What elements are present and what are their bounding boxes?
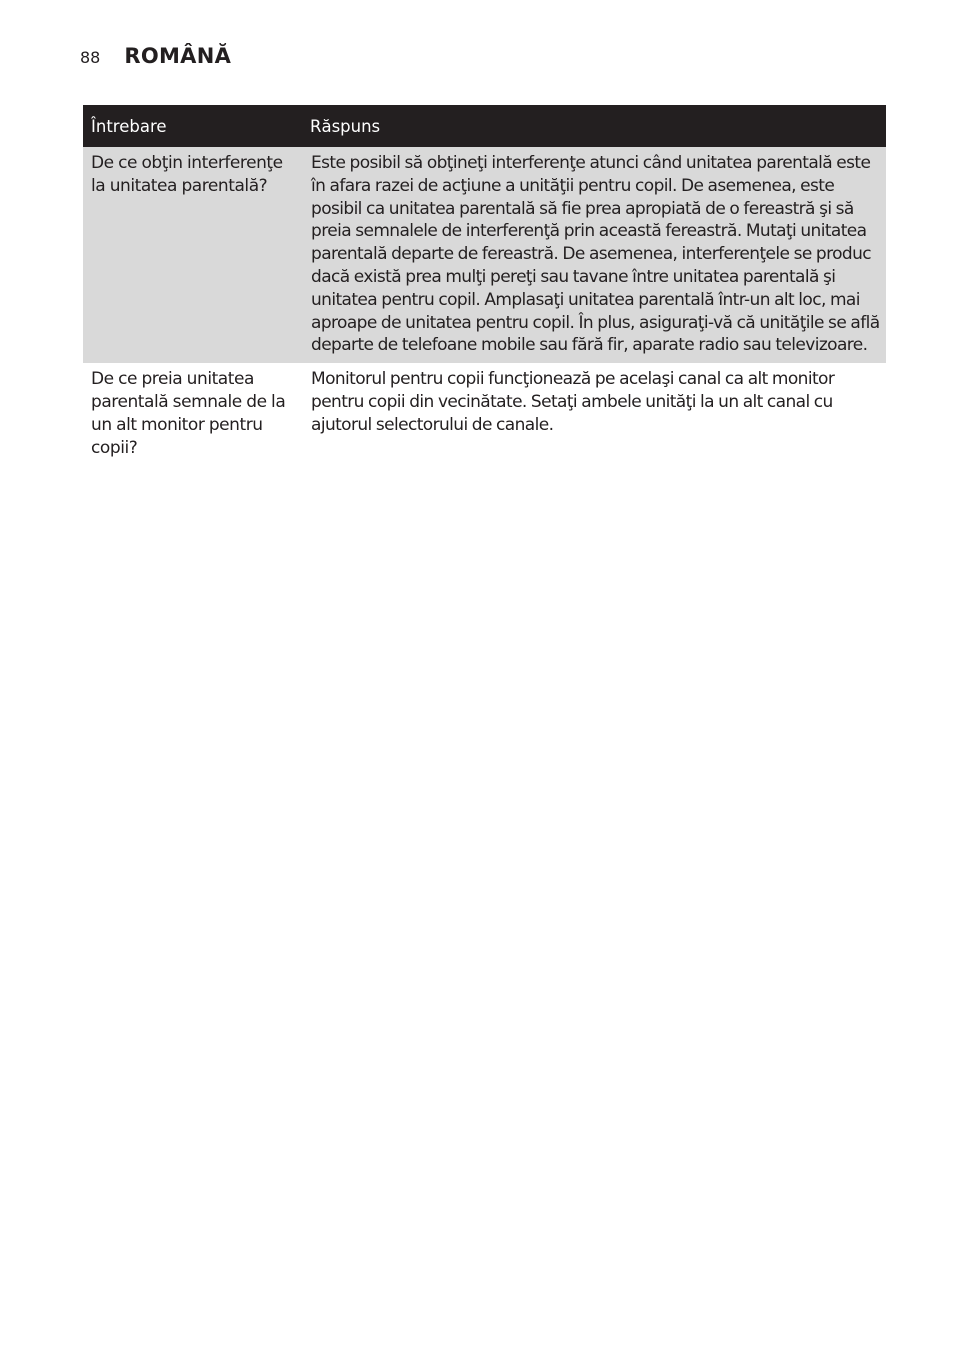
table-row	[83, 363, 886, 465]
section-title: ROMÂNĂ	[124, 44, 232, 68]
table-row	[83, 147, 886, 363]
troubleshooting-table	[83, 105, 886, 465]
column-header-question: Întrebare	[83, 105, 302, 147]
column-header-answer: Răspuns	[302, 105, 886, 147]
page-header	[80, 44, 231, 68]
table-header-row	[83, 105, 886, 147]
question-cell: De ce obţin interferenţe la unitatea parentală?	[83, 147, 302, 363]
answer-cell: Este posibil să obţineţi interferenţe atunci când unitatea parentală este în afara razei de acţiune a unităţii pentru copil. De asemenea, este posibil ca unitatea parentală să fie prea apropiată de o fereastră şi să preia semnalele de interferenţă prin această fereastră. Mutaţi unitatea parentală departe de fereastră. De asemenea, interferenţele se produc dacă există prea mulţi pereţi sau tavane între unitatea parentală şi unitatea pentru copil. Amplasaţi unitatea parentală într-un alt loc, mai aproape de unitatea pentru copil. În plus, asiguraţi-vă că unităţile se află departe de telefoane mobile sau fără fir, aparate radio sau televizoare.	[302, 147, 886, 363]
answer-cell: Monitorul pentru copii funcţionează pe acelaşi canal ca alt monitor pentru copii din vecinătate. Setaţi ambele unităţi la un alt canal cu ajutorul selectorului de canale.	[311, 369, 835, 435]
page-number: 88	[80, 48, 101, 67]
question-cell: De ce preia unitatea parentală semnale de la un alt monitor pentru copii?	[91, 369, 286, 458]
